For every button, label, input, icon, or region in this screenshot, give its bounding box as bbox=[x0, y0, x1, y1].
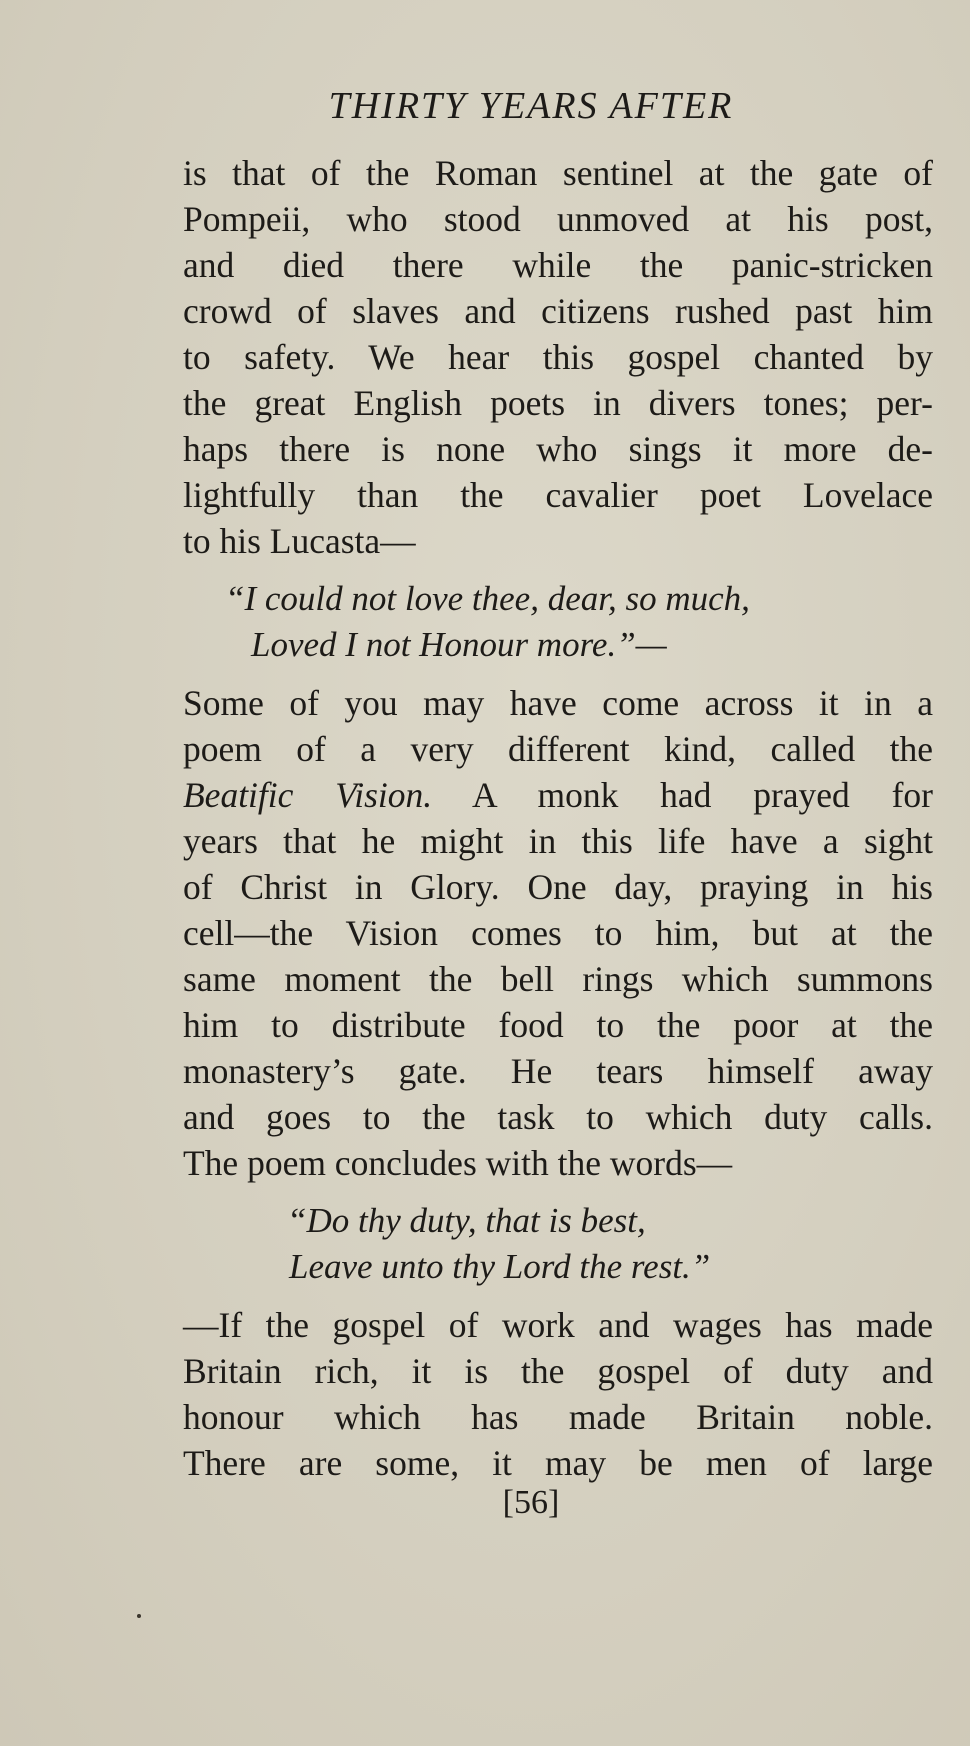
text-line: same moment the bell rings which summons bbox=[183, 959, 933, 999]
running-head: THIRTY YEARS AFTER bbox=[328, 85, 734, 127]
text-line: The poem concludes with the words— bbox=[183, 1143, 733, 1183]
text-line: Some of you may have come across it in a bbox=[183, 683, 933, 723]
text-line: —If the gospel of work and wages has made bbox=[183, 1305, 933, 1345]
text-line: cell—the Vision comes to him, but at the bbox=[183, 913, 933, 953]
text-line: and died there while the panic-stricken bbox=[183, 245, 933, 285]
text-line: and goes to the task to which duty calls. bbox=[183, 1097, 933, 1137]
text-line: to his Lucasta— bbox=[183, 521, 416, 561]
text-line: the great English poets in divers tones; per- bbox=[183, 383, 933, 423]
text-fragment: A monk had prayed for bbox=[432, 775, 933, 815]
text-line: Pompeii, who stood unmoved at his post, bbox=[183, 199, 933, 239]
verse-line: “Do thy duty, that is best, bbox=[287, 1201, 646, 1240]
text-line: Britain rich, it is the gospel of duty and bbox=[183, 1351, 933, 1391]
verse-quote-2 bbox=[183, 1198, 933, 1290]
page-number: [56] bbox=[502, 1484, 560, 1521]
text-line-with-title bbox=[183, 772, 933, 818]
paper-speck bbox=[137, 1614, 141, 1618]
paragraph-1 bbox=[183, 150, 933, 564]
text-line: of Christ in Glory. One day, praying in his bbox=[183, 867, 933, 907]
text-line: monastery’s gate. He tears himself away bbox=[183, 1051, 933, 1091]
text-line: There are some, it may be men of large bbox=[183, 1443, 933, 1483]
text-line: haps there is none who sings it more de- bbox=[183, 429, 933, 469]
text-line: is that of the Roman sentinel at the gate of bbox=[183, 153, 933, 193]
paragraph-3 bbox=[183, 1302, 933, 1486]
text-line: lightfully than the cavalier poet Lovelace bbox=[183, 475, 933, 515]
text-line: poem of a very different kind, called the bbox=[183, 729, 933, 769]
verse-line: Loved I not Honour more.”— bbox=[251, 625, 667, 664]
body-text bbox=[183, 150, 933, 1486]
text-line: years that he might in this life have a sight bbox=[183, 821, 933, 861]
verse-quote-1 bbox=[183, 576, 933, 668]
text-line: honour which has made Britain noble. bbox=[183, 1397, 933, 1437]
text-line: him to distribute food to the poor at the bbox=[183, 1005, 933, 1045]
paragraph-2 bbox=[183, 680, 933, 1186]
verse-line: “I could not love thee, dear, so much, bbox=[225, 579, 750, 618]
poem-title: Beatific Vision. bbox=[183, 775, 433, 815]
text-line: crowd of slaves and citizens rushed past him bbox=[183, 291, 933, 331]
verse-line: Leave unto thy Lord the rest.” bbox=[289, 1247, 711, 1286]
text-line: to safety. We hear this gospel chanted by bbox=[183, 337, 933, 377]
